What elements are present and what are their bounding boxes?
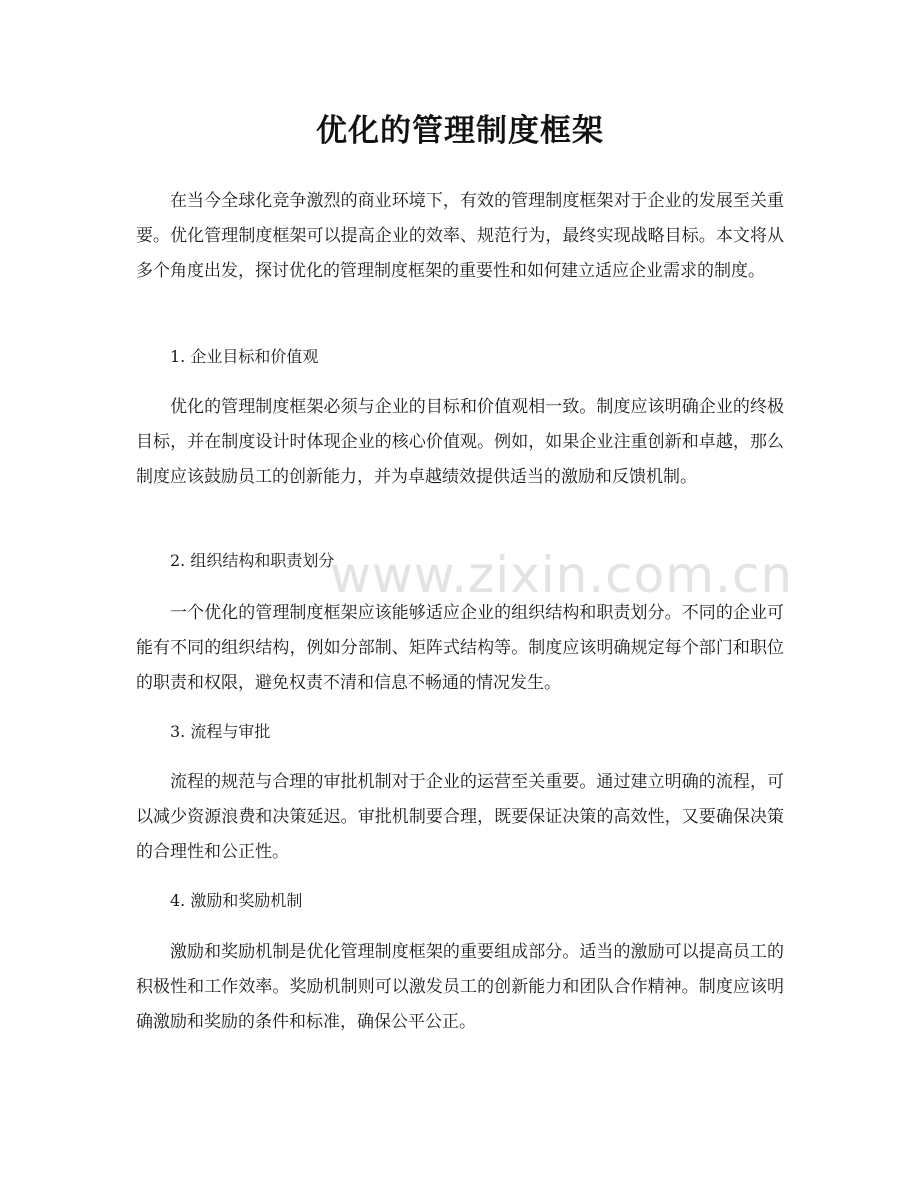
section-heading-3: 3. 流程与审批 <box>170 722 271 741</box>
intro-paragraph: 在当今全球化竞争激烈的商业环境下，有效的管理制度框架对于企业的发展至关重要。优化管理制度框架可以提高企业的效率、规范行为，最终实现战略目标。本文将从多个角度出发，探讨优化的管理制度框架的重要性和如何建立适应企业需求的制度。 <box>136 191 784 281</box>
section-body-2: 一个优化的管理制度框架应该能够适应企业的组织结构和职责划分。不同的企业可能有不同的组织结构，例如分部制、矩阵式结构等。制度应该明确规定每个部门和职位的职责和权限，避免权责不清和信息不畅通的情况发生。 <box>136 603 784 693</box>
watermark: www.zixin.com.cn <box>330 546 794 604</box>
section-body-1: 优化的管理制度框架必须与企业的目标和价值观相一致。制度应该明确企业的终极目标，并在制度设计时体现企业的核心价值观。例如，如果企业注重创新和卓越，那么制度应该鼓励员工的创新能力，并为卓越绩效提供适当的激励和反馈机制。 <box>136 397 784 487</box>
section-heading-2: 2. 组织结构和职责划分 <box>170 551 335 570</box>
page-title: 优化的管理制度框架 <box>316 113 604 149</box>
section-body-3: 流程的规范与合理的审批机制对于企业的运营至关重要。通过建立明确的流程，可以减少资源浪费和决策延迟。审批机制要合理，既要保证决策的高效性，又要确保决策的合理性和公正性。 <box>136 772 784 862</box>
section-heading-4: 4. 激励和奖励机制 <box>170 891 303 910</box>
section-heading-1: 1. 企业目标和价值观 <box>170 347 319 366</box>
section-body-4: 激励和奖励机制是优化管理制度框架的重要组成部分。适当的激励可以提高员工的积极性和工作效率。奖励机制则可以激发员工的创新能力和团队合作精神。制度应该明确激励和奖励的条件和标准，确保公平公正。 <box>136 942 784 1032</box>
